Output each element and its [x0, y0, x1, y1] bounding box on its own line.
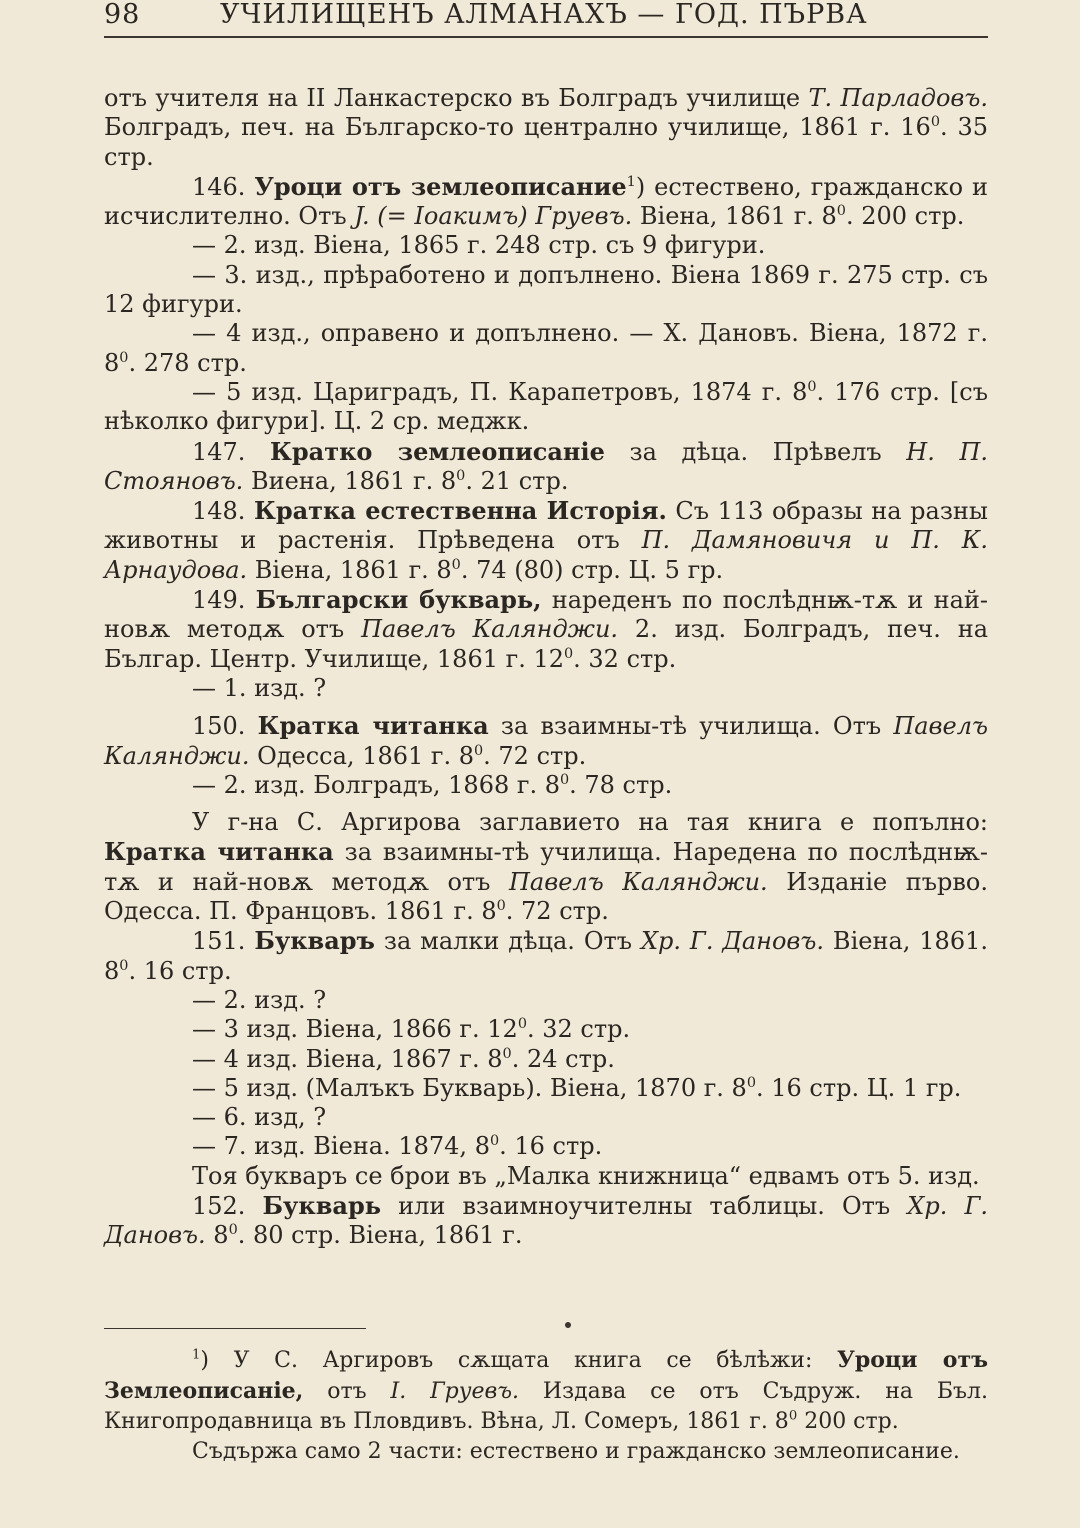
ink-dot: [565, 1322, 571, 1328]
entry-145-continuation: отъ учителя на II Ланкастерско въ Болградъ училище Т. Парладовъ. Болградъ, печ. на Българско-то централно училище, 1861 г. $16^0$. 35 стр.: [104, 84, 989, 171]
book-title: Уроци отъ Землеописаніе,: [104, 1347, 988, 1404]
footnote-1-line2: Съдържа само 2 части: естествено и гражданско землеописание.: [192, 1439, 960, 1464]
entry-152: 152. Букварь или взаимноучителны таблицы. Отъ Хр. Г. Дановъ. $8^0$. 80 стр. Віена, 1861 г.: [104, 1190, 988, 1250]
author: Павелъ Калянджи.: [361, 615, 619, 644]
footnote-ref: 1: [626, 173, 636, 190]
author: П. Дамяновичя и П. К. Арнаудова.: [104, 526, 988, 584]
author: Хр. Г. Дановъ.: [640, 927, 825, 956]
book-title: Български букварь,: [255, 585, 542, 615]
edition-line: — 3 изд. Віена, 1866 г. $12^0$. 32 стр.: [192, 1015, 631, 1044]
book-title: Кратка читанка: [104, 837, 334, 867]
edition-line: — 2. изд. Віена, 1865 г. 248 стр. съ 9 фигури.: [192, 231, 766, 260]
book-title: Букваръ: [254, 926, 375, 956]
page-number: 98: [104, 0, 141, 30]
running-title: УЧИЛИЩЕНЪ АЛМАНАХЪ — ГОД. ПЪРВА: [220, 0, 868, 30]
footnote: [104, 1345, 988, 1467]
author: Павелъ Калянджи.: [509, 867, 768, 896]
author: Павелъ Калянджи.: [104, 712, 988, 770]
edition-line: — 2. изд. Болградъ, 1868 г. $8^0$. 78 стр.: [192, 770, 673, 799]
edition-line: — 6. изд, ?: [192, 1103, 327, 1132]
footnote-rule: [104, 1328, 366, 1329]
edition-line: — 3. изд., прѣработено и допълнено. Віена 1869 г. 275 стр. съ 12 фигури.: [104, 260, 988, 319]
note-151: Тоя букваръ се брои въ „Малка книжница“ едвамъ отъ 5. изд.: [192, 1161, 980, 1190]
edition-line: — 5 изд. (Малъкъ Букварь). Віена, 1870 г. $8^0$. 16 стр. Ц. 1 гр.: [192, 1073, 962, 1102]
edition-line: — 4 изд. Віена, 1867 г. $8^0$. 24 стр.: [192, 1044, 615, 1073]
edition-line: — 4 изд., оправено и допълнено. — Х. Дановъ. Віена, 1872 г. $8^0$. 278 стр.: [104, 319, 988, 377]
entry-150: 150. Кратка читанка за взаимны-тѣ училища. Отъ Павелъ Калянджи. Одесса, 1861 г. $8^0$. 72 стр.: [104, 711, 988, 770]
entry-146: 146. Уроци отъ землеописание$^1$) естествено, гражданско и исчислително. Отъ J. (= Іоакимъ) Груевъ. Віена, 1861 г. $8^0$. 200 стр.: [104, 171, 988, 231]
note-150: У г-на С. Аргирова заглавието на тая книга е попълно: Кратка читанка за взаимны-тѣ училища. Наредена по послѣднѭ-тѫ и най-новѫ методѫ отъ Павелъ Калянджи. Изданіе първо. Одесса. П. Францовъ. 1861 г. $8^0$. 72 стр.: [104, 808, 988, 926]
edition-line: — 2. изд. ?: [192, 985, 327, 1014]
author: Н. П. Стояновъ.: [104, 437, 988, 495]
entry-149: 149. Български букварь, нареденъ по послѣднѭ-тѫ и най-новѫ методѫ отъ Павелъ Калянджи. 2. изд. Болградъ, печ. на Българ. Центр. Училище, 1861 г. $12^0$. 32 стр.: [104, 585, 988, 673]
author: J. (= Іоакимъ) Груевъ.: [354, 202, 633, 231]
entry-151: 151. Букваръ за малки дѣца. Отъ Хр. Г. Дановъ. Віена, 1861. $8^0$. 16 стр.: [104, 926, 988, 985]
book-title: Кратка естественна Исторія.: [254, 496, 667, 526]
main-text: [104, 84, 988, 1251]
author: Т. Парладовъ.: [808, 84, 988, 112]
header-rule: [104, 36, 988, 38]
author: Хр. Г. Дановъ.: [104, 1191, 988, 1250]
running-header: [104, 0, 988, 30]
entry-147: 147. Кратко землеописаніе за дѣца. Прѣвелъ Н. П. Стояновъ. Виена, 1861 г. $8^0$. 21 стр.: [104, 436, 988, 495]
entry-148: 148. Кратка естественна Исторія. Съ 113 образы на разны животны и растенія. Прѣведена отъ П. Дамяновичя и П. К. Арнаудова. Віена, 1861 г. $8^0$. 74 (80) стр. Ц. 5 гр.: [104, 496, 989, 584]
edition-line: — 5 изд. Цариградъ, П. Карапетровъ, 1874 г. $8^0$. 176 стр. [съ нѣколко фигури]. Ц. 2 ср. меджк.: [104, 377, 989, 436]
edition-line: — 1. изд. ?: [192, 673, 327, 702]
footnote-mark: 1: [192, 1347, 201, 1363]
footnote-1: $^1$) У С. Аргировъ сѫщата книга се бѣлѣжи: Уроци отъ Землеописаніе, отъ І. Груевъ. Издава се отъ Съдруж. на Бъл. Книгопродавница въ Пловдивъ. Вѣна, Л. Сомеръ, 1861 г. $8^0$ 200 стр.: [104, 1347, 988, 1434]
author: І. Груевъ.: [390, 1379, 520, 1404]
book-title: Уроци отъ землеописание: [254, 171, 627, 201]
edition-line: — 7. изд. Віена. 1874, $8^0$. 16 стр.: [192, 1132, 603, 1161]
book-title: Кратко землеописаніе: [270, 436, 605, 466]
book-title: Кратка читанка: [257, 711, 489, 741]
book-title: Букварь: [262, 1190, 382, 1220]
